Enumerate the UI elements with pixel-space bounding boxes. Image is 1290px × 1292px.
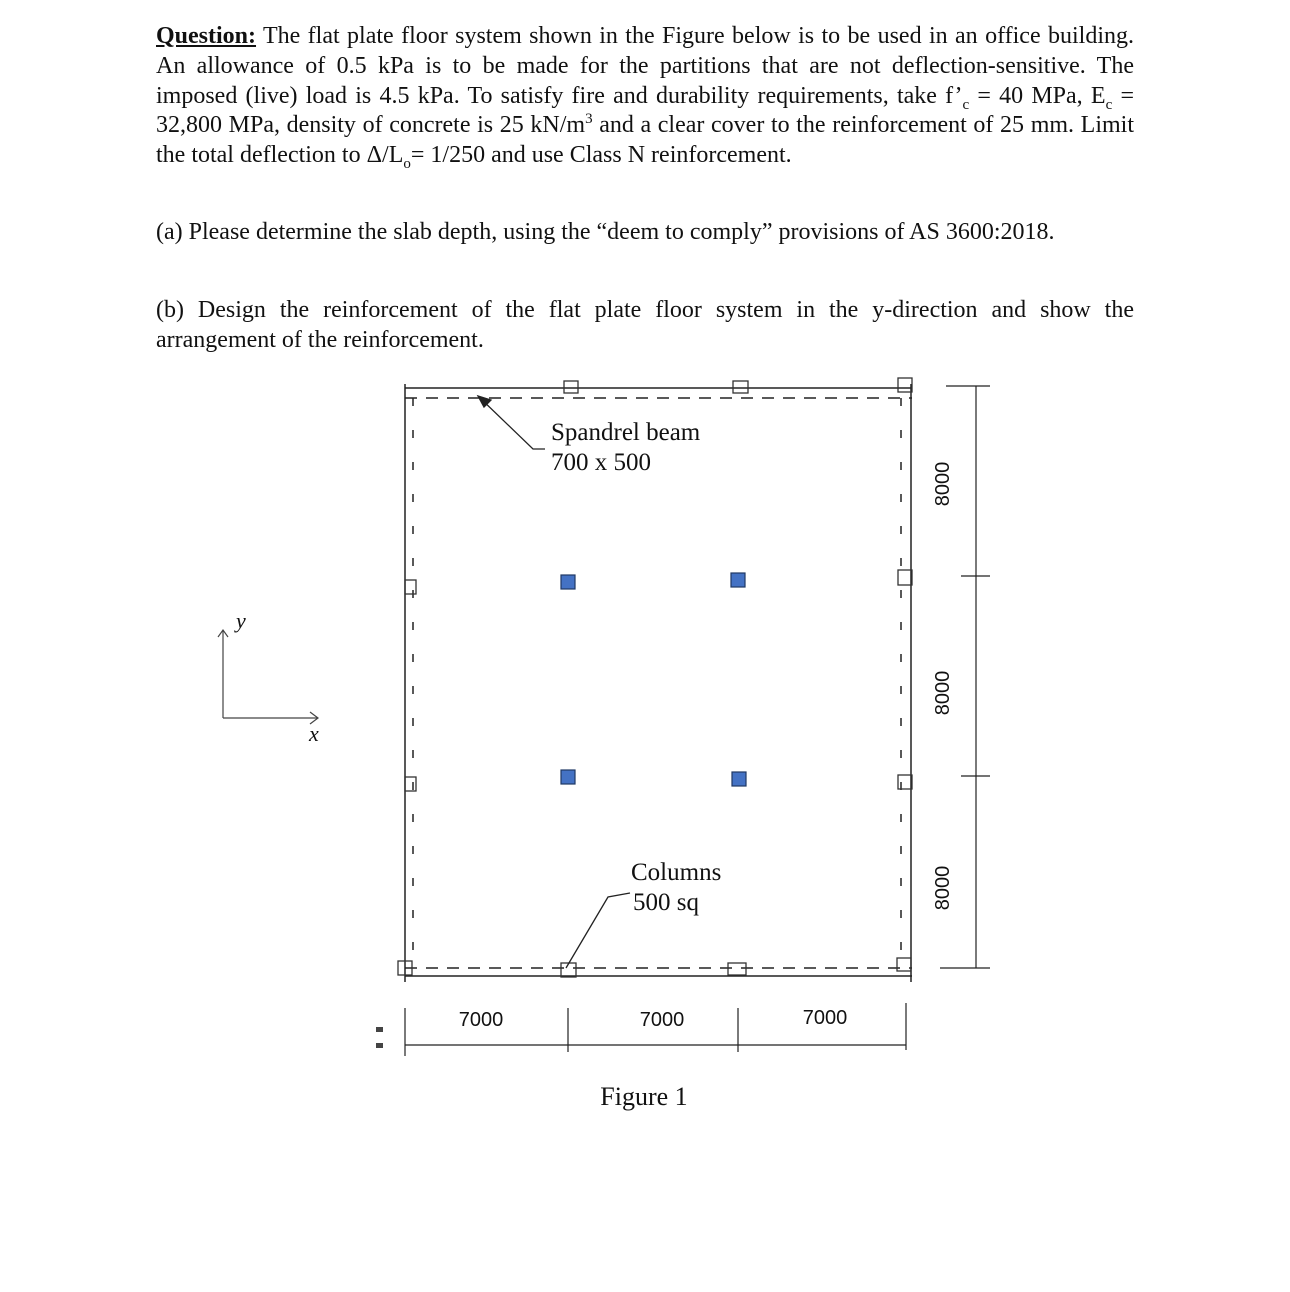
spandrel-leader: [478, 396, 545, 449]
question-text-4: and a clear cover to the reinforcement of 25 mm. Limit the total deflection to Δ/L: [156, 112, 1134, 169]
x-dim-2: 7000: [639, 1009, 685, 1031]
part-b-text: (b) Design the reinforcement of the flat plate floor system in the y-direction and show the arrangement of the reinforcement.: [156, 297, 1134, 353]
edge-column: [405, 580, 416, 594]
question-label: Question:: [156, 23, 257, 49]
x-dim-1: 7000: [458, 1009, 504, 1031]
edge-column: [405, 777, 416, 791]
edge-column: [728, 963, 746, 975]
edge-column: [733, 381, 748, 393]
ec-subscript: c: [1105, 96, 1113, 113]
part-a-text: (a) Please determine the slab depth, using the “deem to comply” provisions of AS 3600:2018.: [156, 219, 1055, 245]
spandrel-label: Spandrel beam: [551, 419, 701, 446]
edge-column: [898, 570, 912, 585]
corner-column: [897, 958, 911, 971]
interior-column: [561, 575, 575, 589]
edge-column: [561, 963, 576, 977]
question-text-3: = 32,800 MPa, density of concrete is 25 kN/m: [156, 82, 1134, 139]
question-text-2: = 40 MPa, E: [969, 82, 1106, 109]
axis-indicator: [218, 630, 318, 724]
lo-subscript: o: [403, 155, 411, 172]
edge-column: [564, 381, 578, 393]
edge-column: [898, 775, 912, 789]
y-dim-2: 8000: [932, 670, 954, 716]
y-dim-3: 8000: [932, 865, 954, 911]
fc-subscript: c: [962, 96, 970, 113]
question-text-5: = 1/250 and use Class N reinforcement.: [410, 142, 792, 169]
interior-column: [561, 770, 575, 784]
x-dim-3: 7000: [802, 1007, 848, 1029]
columns-label: Columns: [631, 859, 722, 886]
x-axis-label: x: [309, 721, 319, 746]
question-text-1: The flat plate floor system shown in the Figure below is to be used in an office building. An allowance of 0.5 kPa is to be made for the partitions that are not deflection-sensitive. The imposed (live) load is 4.5 kPa. To satisfy fire and durability requirements, take f’: [156, 23, 1134, 109]
y-dim-1: 8000: [932, 461, 954, 507]
cube-superscript: 3: [585, 111, 593, 128]
columns-size: 500 sq: [633, 889, 699, 916]
figure-caption: Figure 1: [600, 1082, 688, 1111]
edge-columns: [398, 378, 912, 977]
corner-column: [898, 378, 912, 392]
y-axis-label: y: [236, 608, 246, 633]
columns-leader: [566, 893, 630, 968]
spandrel-size: 700 x 500: [551, 449, 651, 476]
interior-column: [731, 573, 745, 587]
interior-column: [732, 772, 746, 786]
interior-columns: [561, 573, 746, 786]
